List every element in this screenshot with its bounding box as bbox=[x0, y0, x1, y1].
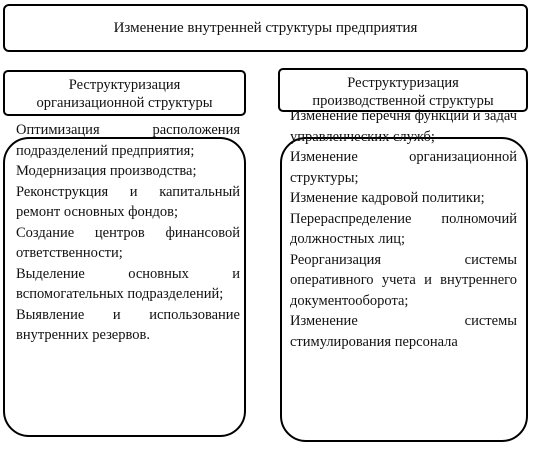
list-item: Выявление и использование внутренних резервов. bbox=[16, 306, 240, 343]
list-item: Изменение системы стимулирования персонала bbox=[290, 313, 517, 350]
right-heading-line1: Реструктуризация bbox=[347, 75, 459, 91]
list-item: Изменение организационной структуры; bbox=[290, 149, 517, 186]
list-item: Модернизация производства; bbox=[16, 163, 197, 179]
list-item: Оптимизация расположения подразделений предприятия; bbox=[16, 122, 240, 159]
left-heading-line1: Реструктуризация bbox=[68, 77, 181, 93]
diagram-title: Изменение внутренней структуры предприятия bbox=[113, 19, 418, 36]
list-item: Реорганизация системы оперативного учета и внутреннего документооборота; bbox=[290, 251, 517, 309]
list-item: Изменение перечня функций и задач управленческих служб; bbox=[290, 108, 517, 145]
left-heading-box bbox=[3, 70, 246, 116]
diagram-title-box bbox=[3, 4, 528, 52]
list-item: Перераспределение полномочий должностных лиц; bbox=[290, 210, 517, 247]
list-item: Выделение основных и вспомогательных подразделений; bbox=[16, 265, 240, 302]
right-measures-list bbox=[290, 106, 517, 352]
list-item: Реконструкция и капитальный ремонт основных фондов; bbox=[16, 183, 240, 220]
left-measures-list bbox=[16, 120, 240, 346]
left-heading-line2: организационной структуры bbox=[36, 95, 213, 111]
right-heading-line2: производственной структуры bbox=[312, 93, 494, 109]
list-item: Создание центров финансовой ответственности; bbox=[16, 224, 240, 261]
list-item: Изменение кадровой политики; bbox=[290, 190, 485, 206]
